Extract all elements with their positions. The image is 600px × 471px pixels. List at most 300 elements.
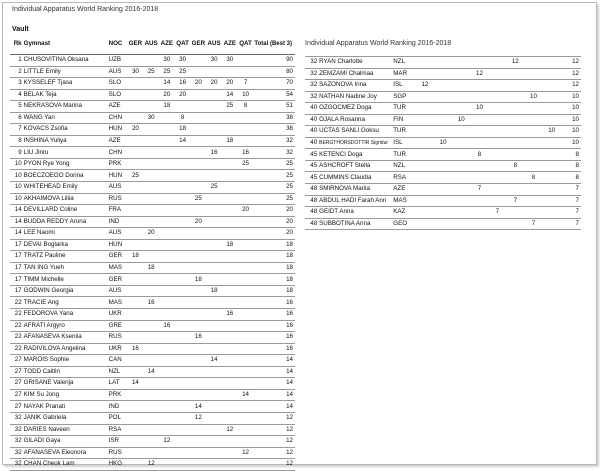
- ranking-cell: 12: [226, 425, 234, 433]
- ranking-cell: 8: [180, 113, 185, 121]
- ranking-cell: CHN: [108, 148, 123, 156]
- ranking-cell: [416, 218, 434, 230]
- ranking-cell: ZEMZAMI Chalmaa: [319, 69, 374, 77]
- ranking-cell: 20: [286, 206, 293, 214]
- ranking-cell: JANIK Gabriela: [23, 414, 67, 422]
- ranking-cell: 18: [286, 275, 293, 283]
- ranking-cell: TUR: [393, 127, 406, 135]
- ranking-cell: [470, 91, 488, 103]
- ranking-cell: [143, 101, 159, 113]
- ranking-cell: AUS: [108, 287, 122, 295]
- ranking-cell: [159, 193, 175, 205]
- ranking-cell: ASHCROFT Stella: [319, 162, 371, 170]
- ranking-cell: FRA: [108, 206, 122, 214]
- ranking-cell: [206, 309, 222, 321]
- ranking-cell: [543, 184, 561, 196]
- ranking-cell: [159, 309, 175, 321]
- ranking-cell: [175, 147, 191, 159]
- table-row: [305, 80, 581, 92]
- ranking-cell: [190, 182, 206, 194]
- ranking-cell: 16: [210, 148, 218, 156]
- ranking-cell: [128, 158, 144, 170]
- ranking-cell: 32: [310, 69, 318, 77]
- ranking-cell: [470, 218, 488, 230]
- ranking-cell: [238, 124, 254, 136]
- ranking-cell: [175, 274, 191, 286]
- ranking-cell: [206, 135, 222, 147]
- ranking-cell: [190, 389, 206, 401]
- ranking-cell: 8: [575, 173, 579, 181]
- ranking-cell: NEKRASOVA Marina: [23, 102, 82, 110]
- table-row: [10, 401, 295, 413]
- table-row: [305, 137, 581, 149]
- ranking-cell: [452, 91, 470, 103]
- ranking-cell: [128, 193, 144, 205]
- ranking-cell: [238, 412, 254, 424]
- ranking-cell: [452, 137, 470, 149]
- table-row: [305, 126, 581, 138]
- ranking-cell: [143, 378, 159, 390]
- ranking-cell: BELAK Teja: [23, 90, 57, 98]
- ranking-cell: 14: [194, 402, 202, 410]
- ranking-cell: 16: [147, 298, 155, 306]
- ranking-cell: [159, 262, 175, 274]
- ranking-cell: [128, 135, 144, 147]
- ranking-cell: 18: [131, 252, 139, 260]
- ranking-cell: [238, 459, 254, 471]
- table-row: [10, 332, 295, 344]
- ranking-cell: [143, 135, 159, 147]
- ranking-cell: 12: [572, 81, 579, 89]
- ranking-cell: AFANASEVA Eleonora: [23, 448, 87, 456]
- ranking-cell: BUDDA REDDY Aruna: [23, 217, 87, 225]
- table-row: [305, 57, 581, 69]
- ranking-cell: 25: [286, 183, 293, 191]
- ranking-cell: [175, 216, 191, 228]
- ranking-cell: UCTAS SANLI Goksu: [319, 127, 379, 135]
- ranking-cell: HUN: [108, 240, 123, 248]
- ranking-cell: [159, 401, 175, 413]
- ranking-cell: 30: [163, 56, 171, 64]
- ranking-cell: [238, 228, 254, 240]
- ranking-cell: [543, 160, 561, 172]
- ranking-cell: [416, 149, 434, 161]
- ranking-cell: [190, 309, 206, 321]
- ranking-cell: 8: [243, 102, 248, 110]
- ranking-cell: 27: [14, 379, 22, 387]
- ranking-cell: [543, 195, 561, 207]
- ranking-cell: 25: [210, 183, 218, 191]
- ranking-cell: [416, 57, 434, 69]
- ranking-cell: [143, 182, 159, 194]
- ranking-cell: [470, 80, 488, 92]
- ranking-cell: [143, 320, 159, 332]
- ranking-cell: [238, 285, 254, 297]
- table-row: [10, 228, 295, 240]
- ranking-cell: [175, 262, 191, 274]
- ranking-cell: [506, 184, 524, 196]
- ranking-cell: [434, 149, 452, 161]
- ranking-cell: [222, 447, 238, 459]
- ranking-cell: 14: [286, 402, 293, 410]
- ranking-cell: [159, 112, 175, 124]
- ranking-cell: GER: [108, 252, 123, 260]
- ranking-cell: [222, 66, 238, 78]
- ranking-cell: [222, 251, 238, 263]
- ranking-cell: KOVACS Zsofia: [23, 125, 68, 133]
- ranking-cell: DEVAI Boglarka: [23, 240, 68, 248]
- ranking-cell: [222, 378, 238, 390]
- ranking-cell: [524, 126, 542, 138]
- ranking-cell: [190, 55, 206, 67]
- ranking-cell: [524, 68, 542, 80]
- ranking-cell: [206, 274, 222, 286]
- ranking-cell: [175, 320, 191, 332]
- ranking-cell: [190, 297, 206, 309]
- ranking-cell: [159, 366, 175, 378]
- ranking-cell: LITTLE Emily: [23, 67, 61, 75]
- ranking-cell: TIMM Michelle: [23, 275, 64, 283]
- ranking-cell: GRE: [108, 321, 123, 329]
- ranking-cell: 20: [131, 125, 139, 133]
- table-row: [10, 170, 295, 182]
- ranking-cell: [470, 126, 488, 138]
- ranking-cell: 12: [147, 460, 155, 468]
- ranking-cell: [489, 91, 507, 103]
- ranking-cell: 25: [286, 194, 293, 202]
- ranking-cell: 14: [286, 356, 293, 364]
- ranking-cell: [159, 228, 175, 240]
- ranking-cell: [506, 80, 524, 92]
- ranking-cell: [143, 239, 159, 251]
- ranking-cell: [206, 343, 222, 355]
- ranking-cell: 16: [286, 298, 293, 306]
- ranking-cell: 7: [575, 196, 579, 204]
- ranking-cell: [222, 124, 238, 136]
- ranking-cell: [159, 343, 175, 355]
- ranking-cell: 7: [18, 125, 22, 133]
- ranking-cell: [506, 137, 524, 149]
- ranking-cell: [190, 228, 206, 240]
- ranking-cell: [434, 172, 452, 184]
- ranking-cell: [143, 89, 159, 101]
- ranking-cell: AFANASEVA Kseniia: [23, 333, 82, 341]
- table-header-row: [10, 35, 295, 55]
- ranking-cell: [222, 355, 238, 367]
- ranking-cell: 32: [310, 92, 318, 100]
- ranking-cell: [524, 114, 542, 126]
- table-row: [305, 195, 581, 207]
- ranking-cell: [222, 274, 238, 286]
- ranking-cell: [524, 57, 542, 69]
- ranking-cell: [175, 297, 191, 309]
- ranking-cell: [143, 309, 159, 321]
- ranking-cell: [434, 57, 452, 69]
- ranking-cell: 1: [18, 56, 22, 64]
- ranking-cell: 18: [210, 287, 218, 295]
- col-header-total: Total (Best 3): [254, 41, 292, 48]
- ranking-cell: 20: [194, 217, 202, 225]
- ranking-cell: [175, 285, 191, 297]
- ranking-cell: [190, 124, 206, 136]
- ranking-cell: UZB: [108, 56, 122, 64]
- ranking-cell: [206, 170, 222, 182]
- ranking-cell: 7: [477, 185, 482, 193]
- ranking-cell: 12: [286, 425, 293, 433]
- table-row: [10, 274, 295, 286]
- ranking-cell: [506, 126, 524, 138]
- right-page-title: Individual Apparatus World Ranking 2016-2018: [305, 40, 452, 47]
- ranking-cell: GEO: [393, 219, 408, 227]
- table-row: [10, 193, 295, 205]
- ranking-cell: [143, 124, 159, 136]
- ranking-cell: [143, 285, 159, 297]
- ranking-cell: [128, 216, 144, 228]
- ranking-cell: [222, 412, 238, 424]
- ranking-cell: [470, 57, 488, 69]
- ranking-cell: OJALA Rosanna: [319, 115, 365, 123]
- ranking-cell: [128, 205, 144, 217]
- ranking-cell: [143, 447, 159, 459]
- ranking-cell: [452, 195, 470, 207]
- ranking-body-right: [305, 57, 581, 230]
- ranking-cell: SLO: [108, 79, 122, 87]
- ranking-cell: [238, 332, 254, 344]
- ranking-cell: [222, 193, 238, 205]
- ranking-cell: 10: [14, 194, 22, 202]
- ranking-cell: [489, 218, 507, 230]
- ranking-cell: [143, 170, 159, 182]
- ranking-cell: 20: [242, 206, 249, 214]
- ranking-cell: [190, 459, 206, 471]
- ranking-cell: INSHINA Yuliya: [23, 137, 67, 144]
- ranking-cell: [222, 170, 238, 182]
- table-row: [10, 124, 295, 136]
- ranking-cell: [128, 309, 144, 321]
- ranking-cell: [222, 389, 238, 401]
- ranking-cell: HUN: [108, 171, 123, 179]
- ranking-cell: [489, 126, 507, 138]
- ranking-cell: [222, 459, 238, 471]
- ranking-cell: HUN: [108, 125, 123, 133]
- ranking-cell: [206, 66, 222, 78]
- ranking-cell: [143, 216, 159, 228]
- ranking-cell: 22: [14, 344, 22, 352]
- table-row: [10, 447, 295, 459]
- section-title: Vault: [12, 26, 29, 33]
- ranking-cell: [159, 124, 175, 136]
- ranking-cell: [470, 207, 488, 219]
- ranking-cell: 10: [14, 171, 22, 179]
- ranking-cell: [206, 297, 222, 309]
- ranking-cell: [238, 297, 254, 309]
- ranking-cell: [206, 366, 222, 378]
- ranking-cell: 16: [226, 310, 234, 318]
- ranking-cell: [489, 137, 507, 149]
- ranking-cell: 10: [572, 92, 579, 100]
- ranking-cell: [175, 366, 191, 378]
- ranking-cell: TUR: [393, 104, 406, 112]
- ranking-cell: [206, 124, 222, 136]
- ranking-cell: 18: [226, 240, 234, 248]
- ranking-cell: 20: [286, 217, 293, 225]
- table-row: [10, 309, 295, 321]
- ranking-cell: [543, 207, 561, 219]
- ranking-cell: [434, 114, 452, 126]
- ranking-cell: NZL: [393, 58, 405, 66]
- table-row: [10, 216, 295, 228]
- ranking-cell: [222, 297, 238, 309]
- ranking-cell: ABDUL HADI Farah Ann: [319, 196, 387, 204]
- col-header-noc: NOC: [108, 40, 123, 48]
- ranking-cell: 25: [286, 171, 293, 179]
- ranking-cell: [452, 103, 470, 115]
- ranking-cell: [416, 137, 434, 149]
- ranking-cell: [143, 412, 159, 424]
- ranking-cell: [452, 218, 470, 230]
- ranking-cell: 20: [286, 229, 293, 237]
- ranking-cell: [190, 366, 206, 378]
- table-row: [10, 355, 295, 367]
- ranking-cell: [489, 68, 507, 80]
- ranking-cell: [238, 355, 254, 367]
- ranking-table-left: [10, 35, 295, 471]
- ranking-cell: [470, 114, 488, 126]
- col-header-aus-1: AUS: [144, 40, 158, 48]
- ranking-cell: [159, 389, 175, 401]
- ranking-cell: CAN: [108, 356, 122, 364]
- ranking-cell: [222, 332, 238, 344]
- ranking-cell: [206, 158, 222, 170]
- ranking-cell: 45: [310, 173, 318, 181]
- ranking-cell: [524, 160, 542, 172]
- ranking-cell: [128, 401, 144, 413]
- ranking-cell: 6: [18, 113, 22, 121]
- ranking-cell: 8: [575, 162, 579, 170]
- ranking-cell: 14: [179, 137, 187, 144]
- ranking-cell: 18: [286, 264, 293, 272]
- ranking-cell: UKR: [108, 344, 122, 352]
- ranking-cell: 12: [511, 58, 519, 66]
- ranking-cell: 27: [14, 402, 22, 410]
- ranking-cell: 7: [575, 219, 579, 227]
- ranking-cell: [238, 274, 254, 286]
- ranking-cell: [159, 459, 175, 471]
- ranking-cell: MAROIS Sophie: [23, 356, 70, 364]
- ranking-cell: [222, 147, 238, 159]
- ranking-cell: PYON Rye Yong: [23, 160, 70, 168]
- ranking-cell: [506, 218, 524, 230]
- table-row: [10, 389, 295, 401]
- col-header-ger-2: GER: [191, 40, 206, 48]
- table-row: [10, 239, 295, 251]
- ranking-cell: [489, 149, 507, 161]
- ranking-table-right: [305, 56, 581, 230]
- ranking-cell: 12: [286, 414, 293, 422]
- ranking-cell: [159, 412, 175, 424]
- ranking-cell: [175, 343, 191, 355]
- ranking-cell: [143, 158, 159, 170]
- ranking-cell: [452, 126, 470, 138]
- ranking-cell: [434, 126, 452, 138]
- ranking-cell: AZE: [108, 102, 121, 110]
- ranking-cell: [524, 80, 542, 92]
- ranking-cell: 38: [286, 113, 293, 121]
- table-row: [305, 218, 581, 230]
- ranking-cell: 32: [286, 148, 293, 156]
- ranking-cell: [190, 66, 206, 78]
- ranking-cell: 16: [131, 344, 139, 352]
- ranking-cell: 20: [147, 229, 155, 237]
- ranking-cell: [416, 103, 434, 115]
- ranking-cell: [175, 170, 191, 182]
- ranking-cell: 40: [310, 115, 318, 123]
- ranking-cell: [543, 91, 561, 103]
- ranking-cell: 16: [286, 333, 293, 341]
- ranking-cell: TRATZ Pauline: [23, 252, 66, 260]
- table-row: [10, 112, 295, 124]
- ranking-cell: [143, 274, 159, 286]
- col-header-qat-2: QAT: [239, 40, 252, 48]
- ranking-cell: 14: [131, 379, 139, 387]
- ranking-cell: 20: [163, 90, 171, 98]
- ranking-cell: OZGOCMEZ Doga: [319, 104, 372, 112]
- ranking-cell: 14: [242, 391, 249, 399]
- ranking-cell: [452, 68, 470, 80]
- ranking-cell: [416, 160, 434, 172]
- ranking-cell: [190, 447, 206, 459]
- ranking-cell: [190, 112, 206, 124]
- col-header-gymnast: Gymnast: [23, 40, 51, 48]
- ranking-cell: [175, 101, 191, 113]
- ranking-cell: [222, 216, 238, 228]
- ranking-cell: 18: [163, 102, 171, 110]
- ranking-cell: 16: [179, 79, 187, 87]
- col-header-ger-1: GER: [128, 40, 143, 48]
- ranking-cell: KAZ: [393, 208, 406, 216]
- ranking-cell: [524, 137, 542, 149]
- ranking-cell: 14: [210, 356, 218, 364]
- ranking-cell: 7: [243, 79, 248, 87]
- ranking-cell: [238, 193, 254, 205]
- ranking-cell: MAS: [108, 298, 123, 306]
- ranking-cell: 54: [286, 90, 293, 98]
- ranking-cell: 40: [310, 127, 318, 135]
- table-row: [305, 184, 581, 196]
- ranking-cell: [452, 149, 470, 161]
- ranking-cell: DARIES Naveen: [23, 425, 70, 433]
- ranking-cell: [175, 378, 191, 390]
- ranking-cell: [190, 424, 206, 436]
- ranking-cell: 17: [14, 240, 22, 248]
- table-row: [305, 149, 581, 161]
- ranking-cell: 10: [572, 139, 579, 146]
- ranking-cell: [175, 158, 191, 170]
- table-row: [305, 207, 581, 219]
- ranking-cell: [143, 205, 159, 217]
- ranking-cell: [222, 285, 238, 297]
- ranking-cell: [452, 207, 470, 219]
- ranking-cell: 32: [310, 81, 318, 89]
- ranking-cell: 18: [226, 137, 234, 144]
- ranking-cell: [222, 182, 238, 194]
- ranking-cell: AUS: [108, 67, 122, 75]
- ranking-cell: 12: [572, 58, 579, 66]
- ranking-cell: [222, 366, 238, 378]
- ranking-cell: [489, 80, 507, 92]
- ranking-cell: [143, 78, 159, 90]
- ranking-cell: HKG: [108, 460, 123, 468]
